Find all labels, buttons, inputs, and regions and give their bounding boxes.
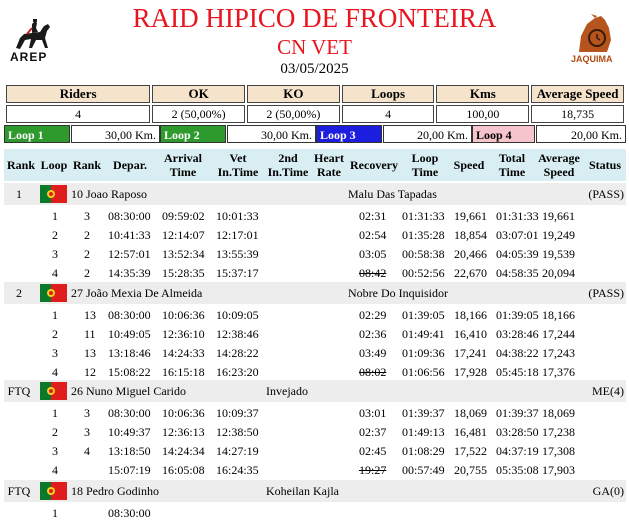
loop-row xyxy=(4,441,626,460)
loop-speed: 22,670 xyxy=(454,266,487,280)
loop-1-km: 30,00 Km. xyxy=(71,125,160,143)
loop-speed: 18,854 xyxy=(454,228,487,242)
col-total-1: Total xyxy=(498,151,526,165)
loop-rank: 2 xyxy=(84,228,90,242)
col-2nd-1: 2nd xyxy=(278,151,298,165)
loop-speed: 20,466 xyxy=(454,247,487,261)
loop-time: 01:35:28 xyxy=(402,228,445,242)
departure-time: 10:41:33 xyxy=(108,228,151,242)
total-time: 03:28:46 xyxy=(496,327,539,341)
loop-rank: 12 xyxy=(84,365,96,379)
col-recovery: Recovery xyxy=(350,158,398,172)
loop-speed: 17,241 xyxy=(454,346,487,360)
departure-time: 14:35:39 xyxy=(108,266,151,280)
summary-value-ok: 2 (50,00%) xyxy=(152,105,245,123)
recovery-time: 02:45 xyxy=(359,444,387,458)
rider-status: ME(4) xyxy=(592,384,624,398)
loop-speed: 18,069 xyxy=(454,406,487,420)
loop-row xyxy=(4,206,626,225)
vet-in-time: 15:37:17 xyxy=(216,266,259,280)
page-header xyxy=(0,0,629,80)
event-subtitle: CN VET xyxy=(277,35,352,59)
loop-rank: 2 xyxy=(84,266,90,280)
loop-4-km: 20,00 Km. xyxy=(536,125,626,143)
summary-header-average-speed: Average Speed xyxy=(531,85,624,103)
loop-time: 01:06:56 xyxy=(402,365,445,379)
summary-header-row xyxy=(6,85,624,103)
departure-time: 08:30:00 xyxy=(108,209,151,223)
portugal-flag-icon xyxy=(40,482,67,500)
loop-rank: 2 xyxy=(84,247,90,261)
col-loop-rank: Rank xyxy=(72,158,101,172)
recovery-time: 02:37 xyxy=(359,425,387,439)
loop-row xyxy=(4,305,626,324)
loop-rank: 4 xyxy=(84,444,90,458)
vet-in-time: 14:27:19 xyxy=(216,444,259,458)
loop-row xyxy=(4,460,626,479)
total-time: 03:28:50 xyxy=(496,425,539,439)
average-speed: 19,249 xyxy=(542,228,575,242)
total-time: 04:05:39 xyxy=(496,247,539,261)
summary-value-kms: 100,00 xyxy=(436,105,529,123)
arrival-time: 16:15:18 xyxy=(162,365,205,379)
col-vet-2: In.Time xyxy=(217,165,259,179)
col-vet-1: Vet xyxy=(229,151,247,165)
departure-time: 08:30:00 xyxy=(108,506,151,520)
loop-rank: 13 xyxy=(84,308,96,322)
loop-row xyxy=(4,403,626,422)
summary-header-kms: Kms xyxy=(436,85,529,103)
vet-in-time: 12:38:50 xyxy=(216,425,259,439)
summary-value-row xyxy=(6,105,624,123)
summary-table xyxy=(4,83,626,125)
rider-name: 26 Nuno Miguel Carido xyxy=(71,384,186,398)
loop-number: 3 xyxy=(52,444,58,458)
event-date: 03/05/2025 xyxy=(280,61,349,77)
average-speed: 17,238 xyxy=(542,425,575,439)
vet-in-time: 10:09:37 xyxy=(216,406,259,420)
col-status: Status xyxy=(588,158,621,172)
arrival-time: 12:36:13 xyxy=(162,425,205,439)
loop-row xyxy=(4,422,626,441)
vet-in-time: 12:38:46 xyxy=(216,327,259,341)
col-departure: Depar. xyxy=(113,158,147,172)
arrival-time: 16:05:08 xyxy=(162,463,205,477)
loop-number: 2 xyxy=(52,327,58,341)
departure-time: 15:07:19 xyxy=(108,463,151,477)
rider-rank: 1 xyxy=(16,187,22,201)
loop-number: 1 xyxy=(52,209,58,223)
recovery-time: 02:54 xyxy=(359,228,387,242)
average-speed: 17,308 xyxy=(542,444,575,458)
loops-bar xyxy=(4,125,626,145)
summary-header-ko: KO xyxy=(247,85,340,103)
recovery-time: 02:29 xyxy=(359,308,387,322)
col-looptime-1: Loop xyxy=(411,151,439,165)
loop-rank: 11 xyxy=(84,327,96,341)
departure-time: 10:49:37 xyxy=(108,425,151,439)
arrival-time: 09:59:02 xyxy=(162,209,205,223)
arrival-time: 14:24:33 xyxy=(162,346,205,360)
loop-2-km: 30,00 Km. xyxy=(227,125,316,143)
rider-name: 27 João Mexia De Almeida xyxy=(71,286,203,300)
loop-number: 2 xyxy=(52,425,58,439)
loop-row xyxy=(4,324,626,343)
rider-rank: FTQ xyxy=(7,384,31,398)
summary-value-average-speed: 18,735 xyxy=(531,105,624,123)
average-speed: 17,903 xyxy=(542,463,575,477)
col-avg-2: Speed xyxy=(543,165,575,179)
loop-time: 01:39:05 xyxy=(402,308,445,322)
loop-3-km: 20,00 Km. xyxy=(383,125,472,143)
average-speed: 18,166 xyxy=(542,308,575,322)
arrival-time: 15:28:35 xyxy=(162,266,205,280)
total-time: 05:35:08 xyxy=(496,463,539,477)
loop-time: 00:52:56 xyxy=(402,266,445,280)
arrival-time: 12:36:10 xyxy=(162,327,205,341)
vet-in-time: 14:28:22 xyxy=(216,346,259,360)
horse-head-icon xyxy=(571,14,619,54)
horse-name: Malu Das Tapadas xyxy=(348,187,437,201)
total-time: 03:07:01 xyxy=(496,228,539,242)
portugal-flag-icon xyxy=(40,185,67,203)
loop-time: 01:08:29 xyxy=(402,444,445,458)
loop-number: 3 xyxy=(52,247,58,261)
loop-time: 01:49:41 xyxy=(402,327,445,341)
vet-in-time: 10:01:33 xyxy=(216,209,259,223)
col-speed: Speed xyxy=(453,158,485,172)
arrival-time: 13:52:34 xyxy=(162,247,205,261)
average-speed: 19,661 xyxy=(542,209,575,223)
loop-time: 00:58:38 xyxy=(402,247,445,261)
loop-2-label: Loop 2 xyxy=(160,125,226,143)
loop-3-label: Loop 3 xyxy=(316,125,382,143)
recovery-time: 02:31 xyxy=(359,209,387,223)
arrival-time: 14:24:34 xyxy=(162,444,205,458)
departure-time: 08:30:00 xyxy=(108,308,151,322)
recovery-time: 19:27 xyxy=(359,463,387,477)
arrival-time: 10:06:36 xyxy=(162,406,205,420)
loop-speed: 17,928 xyxy=(454,365,487,379)
loop-speed: 16,481 xyxy=(454,425,487,439)
loop-time: 01:31:33 xyxy=(402,209,445,223)
rider-rank: 2 xyxy=(16,286,22,300)
vet-in-time: 13:55:39 xyxy=(216,247,259,261)
loop-number: 4 xyxy=(52,266,58,280)
recovery-time: 08:02 xyxy=(359,365,387,379)
rider-row[interactable] xyxy=(4,480,626,502)
col-avg-1: Average xyxy=(538,151,580,165)
total-time: 04:37:19 xyxy=(496,444,539,458)
loop-rank: 3 xyxy=(84,406,90,420)
loop-time: 01:39:37 xyxy=(402,406,445,420)
total-time: 01:39:37 xyxy=(496,406,539,420)
col-looptime-2: Time xyxy=(411,165,439,179)
horse-name: Invejado xyxy=(266,384,308,398)
recovery-time: 02:36 xyxy=(359,327,387,341)
col-total-2: Time xyxy=(498,165,526,179)
results-column-header xyxy=(4,149,626,181)
event-title: RAID HIPICO DE FRONTEIRA xyxy=(132,3,497,33)
total-time: 01:39:05 xyxy=(496,308,539,322)
loop-row xyxy=(4,362,626,381)
summary-header-riders: Riders xyxy=(6,85,150,103)
col-arrival-1: Arrival xyxy=(164,151,202,165)
summary-value-ko: 2 (50,00%) xyxy=(247,105,340,123)
total-time: 04:58:35 xyxy=(496,266,539,280)
average-speed: 17,244 xyxy=(542,327,575,341)
total-time: 05:45:18 xyxy=(496,365,539,379)
departure-time: 13:18:46 xyxy=(108,346,151,360)
col-heart-1: Heart xyxy=(314,151,344,165)
loop-speed: 17,522 xyxy=(454,444,487,458)
jaquima-logo-text: JAQUIMA xyxy=(571,54,613,64)
loop-number: 1 xyxy=(52,308,58,322)
horse-name: Nobre Do Inquisidor xyxy=(348,286,448,300)
loop-row xyxy=(4,263,626,282)
arrival-time: 10:06:36 xyxy=(162,308,205,322)
rider-status: (PASS) xyxy=(588,286,624,300)
departure-time: 12:57:01 xyxy=(108,247,151,261)
loop-number: 4 xyxy=(52,365,58,379)
loop-speed: 18,166 xyxy=(454,308,487,322)
col-rank: Rank xyxy=(6,158,35,172)
summary-value-loops: 4 xyxy=(342,105,435,123)
rider-status: (PASS) xyxy=(588,187,624,201)
loop-rank: 3 xyxy=(84,209,90,223)
jaquima-logo xyxy=(571,14,619,66)
departure-time: 10:49:05 xyxy=(108,327,151,341)
average-speed: 19,539 xyxy=(542,247,575,261)
horse-name: Koheilan Kajla xyxy=(266,484,339,498)
portugal-flag-icon xyxy=(40,284,67,302)
summary-header-loops: Loops xyxy=(342,85,435,103)
loop-row xyxy=(4,503,626,522)
recovery-time: 03:01 xyxy=(359,406,387,420)
col-loop: Loop xyxy=(40,158,68,172)
loop-time: 01:49:13 xyxy=(402,425,445,439)
loop-speed: 20,755 xyxy=(454,463,487,477)
vet-in-time: 12:17:01 xyxy=(216,228,259,242)
average-speed: 18,069 xyxy=(542,406,575,420)
average-speed: 17,243 xyxy=(542,346,575,360)
loop-number: 3 xyxy=(52,346,58,360)
rider-row[interactable] xyxy=(4,380,626,402)
loop-speed: 19,661 xyxy=(454,209,487,223)
summary-header-ok: OK xyxy=(152,85,245,103)
vet-in-time: 16:24:35 xyxy=(216,463,259,477)
recovery-time: 03:49 xyxy=(359,346,387,360)
rider-name: 18 Pedro Godinho xyxy=(71,484,159,498)
loop-rank: 3 xyxy=(84,425,90,439)
departure-time: 08:30:00 xyxy=(108,406,151,420)
rider-status: GA(0) xyxy=(592,484,624,498)
loop-time: 00:57:49 xyxy=(402,463,445,477)
rider-row[interactable] xyxy=(4,183,626,205)
departure-time: 13:18:50 xyxy=(108,444,151,458)
arep-logo-text: AREP xyxy=(10,50,48,64)
total-time: 04:38:22 xyxy=(496,346,539,360)
arrival-time: 12:14:07 xyxy=(162,228,205,242)
col-arrival-2: Time xyxy=(169,165,197,179)
portugal-flag-icon xyxy=(40,382,67,400)
loop-1-label: Loop 1 xyxy=(4,125,70,143)
loop-row xyxy=(4,225,626,244)
total-time: 01:31:33 xyxy=(496,209,539,223)
loop-rank: 13 xyxy=(84,346,96,360)
loop-number: 1 xyxy=(52,406,58,420)
loop-number: 2 xyxy=(52,228,58,242)
loop-row xyxy=(4,343,626,362)
average-speed: 17,376 xyxy=(542,365,575,379)
loop-row xyxy=(4,244,626,263)
departure-time: 15:08:22 xyxy=(108,365,151,379)
loop-number: 1 xyxy=(52,506,58,520)
average-speed: 20,094 xyxy=(542,266,575,280)
vet-in-time: 16:23:20 xyxy=(216,365,259,379)
summary-value-riders: 4 xyxy=(6,105,150,123)
rider-row[interactable] xyxy=(4,282,626,304)
loop-time: 01:09:36 xyxy=(402,346,445,360)
rider-name: 10 Joao Raposo xyxy=(71,187,147,201)
loop-4-label: Loop 4 xyxy=(472,125,535,143)
recovery-time: 03:05 xyxy=(359,247,387,261)
recovery-time: 08:42 xyxy=(359,266,387,280)
loop-number: 4 xyxy=(52,463,58,477)
col-heart-2: Rate xyxy=(317,165,341,179)
col-2nd-2: In.Time xyxy=(267,165,309,179)
loop-speed: 16,410 xyxy=(454,327,487,341)
vet-in-time: 10:09:05 xyxy=(216,308,259,322)
rider-rank: FTQ xyxy=(7,484,31,498)
